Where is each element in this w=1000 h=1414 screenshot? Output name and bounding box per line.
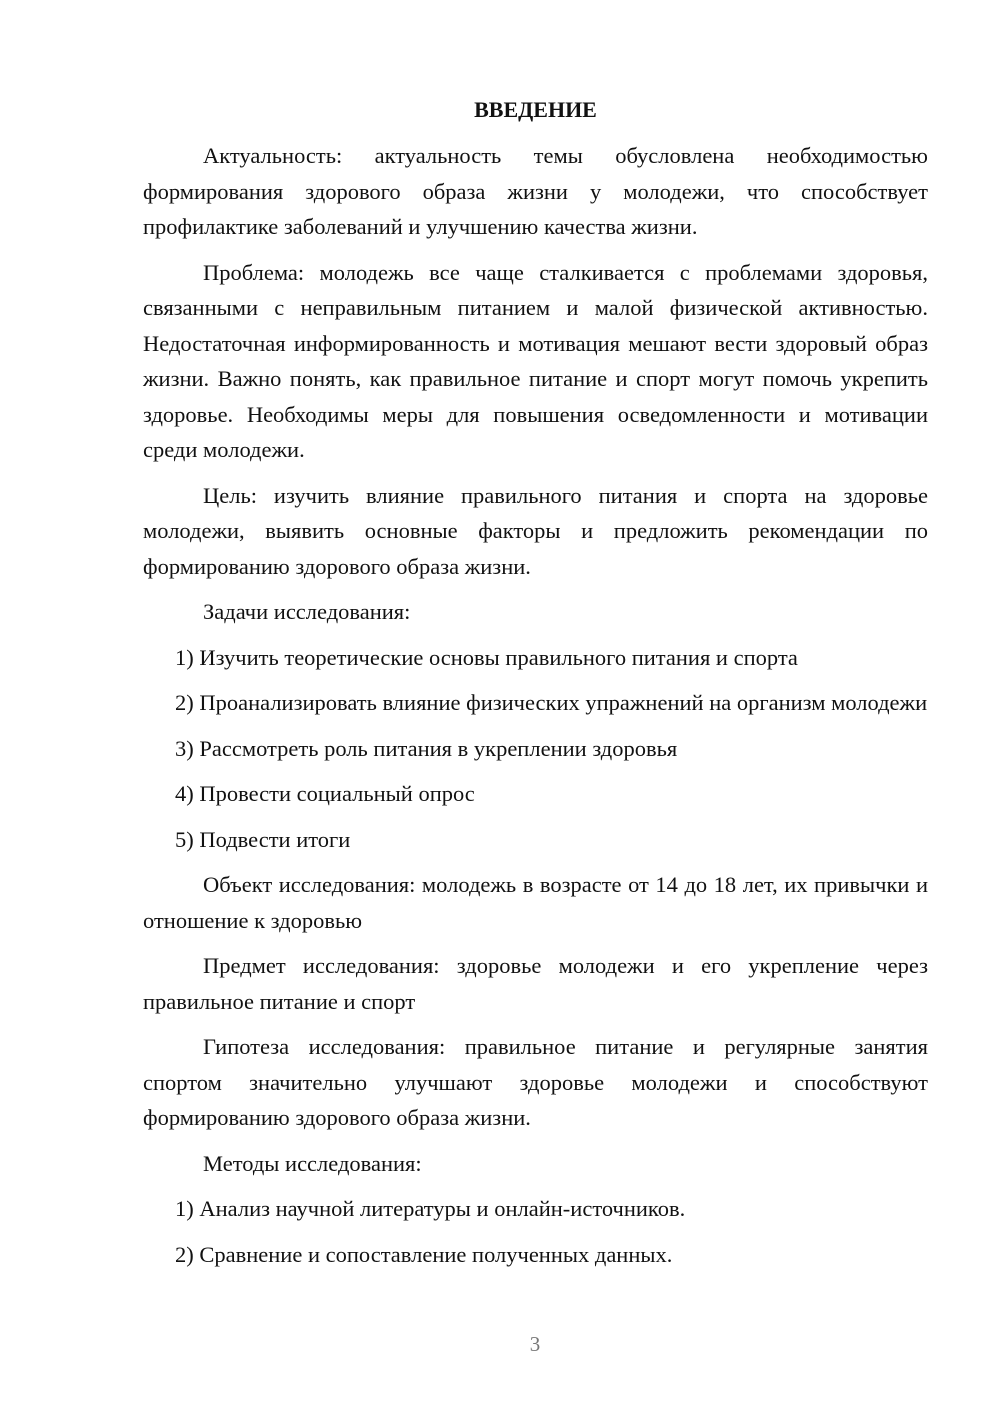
task-item-4: 4) Провести социальный опрос <box>175 781 475 806</box>
method-item-1: 1) Анализ научной литературы и онлайн-источников. <box>175 1196 686 1221</box>
methods-title: Методы исследования: <box>203 1150 422 1176</box>
task-item-2: 2) Проанализировать влияние физических упражнений на организм молодежи <box>175 690 928 715</box>
page-number: 3 <box>529 1332 541 1356</box>
method-item-2: 2) Сравнение и сопоставление полученных данных. <box>175 1241 673 1267</box>
goal-paragraph: Цель: изучить влияние правильного питания и спорта на здоровье молодежи, выявить основные факторы и предложить рекомендации по формированию здорового образа жизни. <box>143 482 928 579</box>
problem-paragraph: Проблема: молодежь все чаще сталкивается с проблемами здоровья, связанными с неправильным питанием и малой физической активностью. Недостаточная информированность и мотивация мешают вести здоровый образ жизни. Важно понять, как правильное питание и спорт могут помочь укрепить здоровье. Необходимы меры для повышения осведомленности и мотивации среди молодежи. <box>143 259 928 462</box>
hypothesis-paragraph: Гипотеза исследования: правильное питание и регулярные занятия спортом значительно улучшают здоровье молодежи и способствуют формированию здорового образа жизни. <box>143 1034 928 1130</box>
page-content <box>143 92 928 1272</box>
section-heading: ВВЕДЕНИЕ <box>474 97 597 122</box>
tasks-title: Задачи исследования: <box>203 599 411 624</box>
task-item-3: 3) Рассмотреть роль питания в укреплении здоровья <box>175 735 678 761</box>
task-item-1: 1) Изучить теоретические основы правильного питания и спорта <box>175 644 798 670</box>
relevance-paragraph: Актуальность: актуальность темы обусловлена необходимостью формирования здорового образа жизни у молодежи, что способствует профилактике заболеваний и улучшению качества жизни. <box>143 143 928 239</box>
object-paragraph: Объект исследования: молодежь в возрасте от 14 до 18 лет, их привычки и отношение к здоровью <box>143 872 928 933</box>
task-item-5: 5) Подвести итоги <box>175 826 351 852</box>
subject-paragraph: Предмет исследования: здоровье молодежи и его укрепление через правильное питание и спорт <box>143 953 928 1014</box>
